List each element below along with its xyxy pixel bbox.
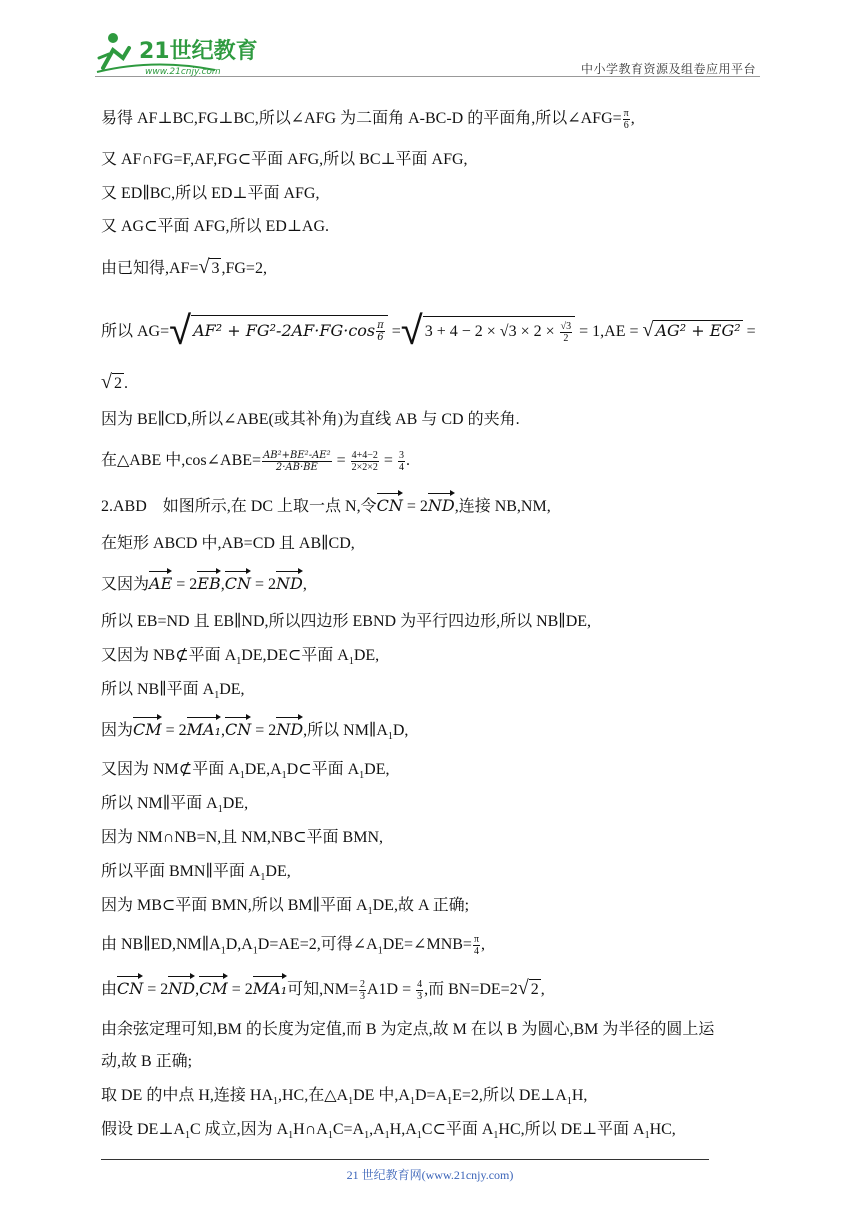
page-header bbox=[95, 28, 760, 80]
line-1: 易得 AF⊥BC,FG⊥BC,所以∠AFG 为二面角 A-BC-D 的平面角,所以∠AFG= $\frac{\pi}{6}$ , bbox=[101, 108, 635, 131]
line-20: 所以平面 BMN∥平面 $A_1DE$, bbox=[101, 863, 291, 884]
line-25: 动,故 B 正确; bbox=[101, 1053, 193, 1070]
line-17: 又因为 NM⊄平面 $A_1DE,A_1D\subset$平面 $A_1DE$, bbox=[101, 761, 390, 782]
line-8: 因为 BE∥CD,所以∠ABE(或其补角)为直线 AB 与 CD 的夹角. bbox=[101, 411, 520, 428]
line-26: 取 DE 的中点 H,连接 $HA_1,HC$,在$\triangle A_1DE$ 中$,A_1D=A_1E=2$,所以 $DE\perp A_1H$, bbox=[101, 1087, 588, 1108]
line-12: 又因为AE = 2EB,CN = 2ND, bbox=[101, 574, 307, 593]
question-number: 2.ABD bbox=[101, 498, 147, 515]
fraction: $\frac{\pi}{6}$ bbox=[623, 108, 629, 131]
line-6-formula: 所以 AG=√ AF² + FG²-2AF·FG·cos $\frac{\pi}{6}$ =√ 3 + 4 − 2 × √3 × 2 × $\frac{√3}{2}$ = 1,AE = √ AG² + EG² = bbox=[101, 308, 756, 354]
line-9: 在△ABE 中,cos∠ABE= $\frac{\text{AB²+BE²-AE²}}{2\cdot AB\cdot BE}$ = $\frac{4+4-2}{2\times 2\times 2}$ = $\frac{3}{4}$ . bbox=[101, 450, 410, 473]
line-14: 又因为 NB⊄平面 $A_1DE,DE\subset$平面 $A_1DE$, bbox=[101, 647, 380, 668]
platform-name: 中小学教育资源及组卷应用平台 bbox=[580, 62, 756, 76]
line-13: 所以 EB=ND 且 EB∥ND,所以四边形 EBND 为平行四边形,所以 NB∥DE, bbox=[101, 613, 592, 630]
line-2: 又 AF∩FG=F,AF,FG⊂平面 AFG,所以 BC⊥平面 AFG, bbox=[101, 151, 468, 168]
line-19: 因为 NM∩NB=N,且 NM,NB⊂平面 BMN, bbox=[101, 829, 384, 846]
line-21: 因为 MB⊂平面 BMN,所以 BM∥平面 $A_1DE$,故 A 正确; bbox=[101, 897, 470, 918]
line-16: 因为CM = 2MA₁,CN = 2ND,所以 $NM\parallel A_1D$, bbox=[101, 720, 409, 743]
svg-text:www.21cnjy.com: www.21cnjy.com bbox=[145, 67, 221, 77]
line-22: 由 $NB\parallel ED,NM\parallel A_1D,A_1D=AE=2$,可得$\angle A_1DE=\angle MNB=$ $\frac{\pi}{4}$ , bbox=[101, 934, 485, 957]
line-10: 2.ABD 如图所示,在 DC 上取一点 N,令CN = 2ND,连接 NB,NM, bbox=[101, 496, 551, 515]
svg-text:21世纪教育: 21世纪教育 bbox=[139, 39, 258, 64]
logo-21cnjy bbox=[95, 28, 265, 78]
header-divider bbox=[95, 76, 760, 77]
line-3: 又 ED∥BC,所以 ED⊥平面 AFG, bbox=[101, 185, 320, 202]
line-24: 由余弦定理可知,BM 的长度为定值,而 B 为定点,故 M 在以 B 为圆心,BM 为半径的圆上运 bbox=[101, 1021, 715, 1038]
line-15: 所以 NB∥平面 $A_1DE$, bbox=[101, 681, 245, 702]
line-11: 在矩形 ABCD 中,AB=CD 且 AB∥CD, bbox=[101, 535, 355, 552]
footer-divider bbox=[101, 1159, 709, 1160]
line-7: √ 2 . bbox=[101, 371, 128, 393]
line-5: 由已知得,AF=√ 3 ,FG=2, bbox=[101, 256, 267, 278]
line-27: 假设 $DE\perp A_1C$ 成立,因为 $A_1H\cap A_1C=A_1,A_1H,A_1C\subset$平面 $A_1HC$,所以 DE⊥平面 $A_1HC$, bbox=[101, 1121, 676, 1142]
line-4: 又 AG⊂平面 AFG,所以 ED⊥AG. bbox=[101, 218, 330, 235]
line-18: 所以 NM∥平面 $A_1DE$, bbox=[101, 795, 249, 816]
line-23: 由CN = 2ND,CM = 2MA₁可知,NM= $\frac{2}{3}$ A1D = $\frac{4}{3}$ ,而 BN=DE=2√ 2 , bbox=[101, 977, 545, 1002]
footer-text: 21 世纪教育网(www.21cnjy.com) bbox=[346, 1168, 514, 1182]
